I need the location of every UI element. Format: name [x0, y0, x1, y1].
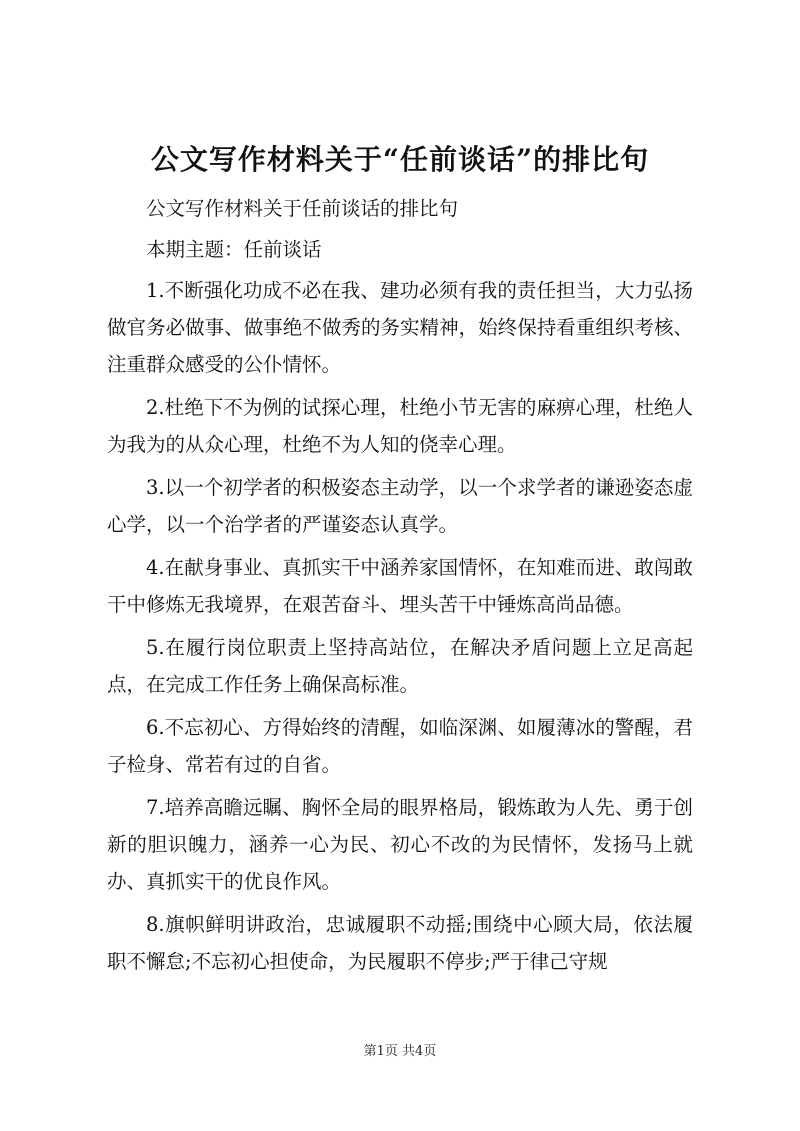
paragraph-4: 4.在献身事业、真抓实干中涵养家国情怀，在知难而进、敢闯敢干中修炼无我境界，在艰苦奋斗、埋头苦干中锤炼高尚品德。 [107, 556, 693, 616]
paragraph-8: 8.旗帜鲜明讲政治，忠诚履职不动摇;围绕中心顾大局，依法履职不懈怠;不忘初心担使命，为民履职不停步;严于律己守规 [107, 913, 693, 973]
page-footer: 第1页 共4页 [363, 1044, 437, 1059]
paragraph-1: 1.不断强化功成不必在我、建功必须有我的责任担当，大力弘扬做官务必做事、做事绝不做秀的务实精神，始终保持看重组织考核、注重群众感受的公仆情怀。 [107, 279, 693, 376]
document-subtitle: 公文写作材料关于任前谈话的排比句 [146, 197, 459, 220]
paragraph-7: 7.培养高瞻远瞩、胸怀全局的眼界格局，锻炼敢为人先、勇于创新的胆识魄力，涵养一心为民、初心不改的为民情怀，发扬马上就办、真抓实干的优良作风。 [107, 796, 693, 893]
paragraph-3: 3.以一个初学者的积极姿态主动学，以一个求学者的谦逊姿态虚心学，以一个治学者的严谨姿态认真学。 [107, 476, 693, 536]
paragraph-5: 5.在履行岗位职责上坚持高站位，在解决矛盾问题上立足高起点，在完成工作任务上确保高标准。 [107, 636, 693, 696]
document-title: 公文写作材料关于“任前谈话”的排比句 [150, 143, 650, 176]
document-body [107, 190, 693, 986]
topic-line: 本期主题：任前谈话 [146, 238, 322, 261]
paragraph-6: 6.不忘初心、方得始终的清醒，如临深渊、如履薄冰的警醒，君子检身、常若有过的自省。 [107, 716, 693, 776]
paragraph-2: 2.杜绝下不为例的试探心理，杜绝小节无害的麻痹心理，杜绝人为我为的从众心理，杜绝不为人知的侥幸心理。 [107, 396, 693, 456]
